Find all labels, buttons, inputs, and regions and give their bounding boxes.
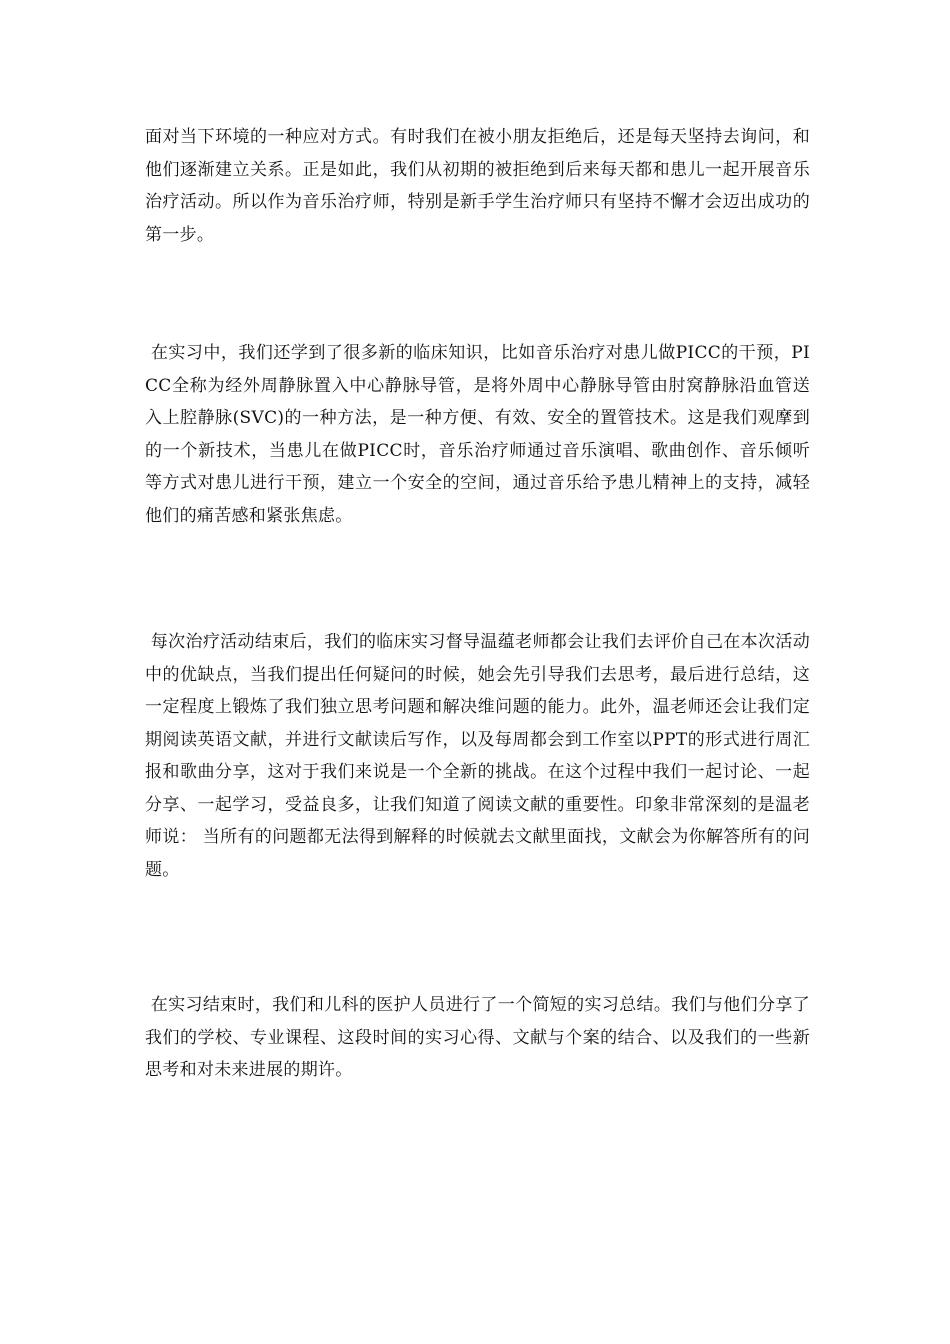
paragraph-supervision-literature: 每次治疗活动结束后，我们的临床实习督导温蕴老师都会让我们去评价自己在本次活动中的优缺点，当我们提出任何疑问的时候，她会先引导我们去思考，最后进行总结，这一定程度上锻炼了我们独立思考问题和解决维问题的能力。此外，温老师还会让我们定期阅读英语文献，并进行文献读后写作，以及每周都会到工作室以PPT的形式进行周汇报和歌曲分享，这对于我们来说是一个全新的挑战。在这个过程中我们一起讨论、一起分享、一起学习，受益良多，让我们知道了阅读文献的重要性。印象非常深刻的是温老师说： 当所有的问题都无法得到解释的时候就去文献里面找，文献会为你解答所有的问题。: [145, 632, 810, 880]
paragraph-picc-clinical-knowledge: 在实习中，我们还学到了很多新的临床知识，比如音乐治疗对患儿做PICC的干预，PICC全称为经外周静脉置入中心静脉导管，是将外周中心静脉导管由肘窝静脉沿血管送入上腔静脉(SVC)的一种方法，是一种方便、有效、安全的置管技术。这是我们观摩到的一个新技术，当患儿在做PICC时，音乐治疗师通过音乐演唱、歌曲创作、音乐倾听等方式对患儿进行干预，建立一个安全的空间，通过音乐给予患儿精神上的支持，减轻他们的痛苦感和紧张焦虑。: [145, 343, 810, 526]
paragraph-internship-summary: 在实习结束时，我们和儿科的医护人员进行了一个简短的实习总结。我们与他们分享了我们的学校、专业课程、这段时间的实习心得、文献与个案的结合、以及我们的一些新思考和对未来进展的期许。: [145, 995, 810, 1080]
paragraph-coping-persistence: 面对当下环境的一种应对方式。有时我们在被小朋友拒绝后，还是每天坚持去询问，和他们逐渐建立关系。正是如此，我们从初期的被拒绝到后来每天都和患儿一起开展音乐治疗活动。所以作为音乐治疗师，特别是新手学生治疗师只有坚持不懈才会迈出成功的第一步。: [145, 127, 810, 245]
